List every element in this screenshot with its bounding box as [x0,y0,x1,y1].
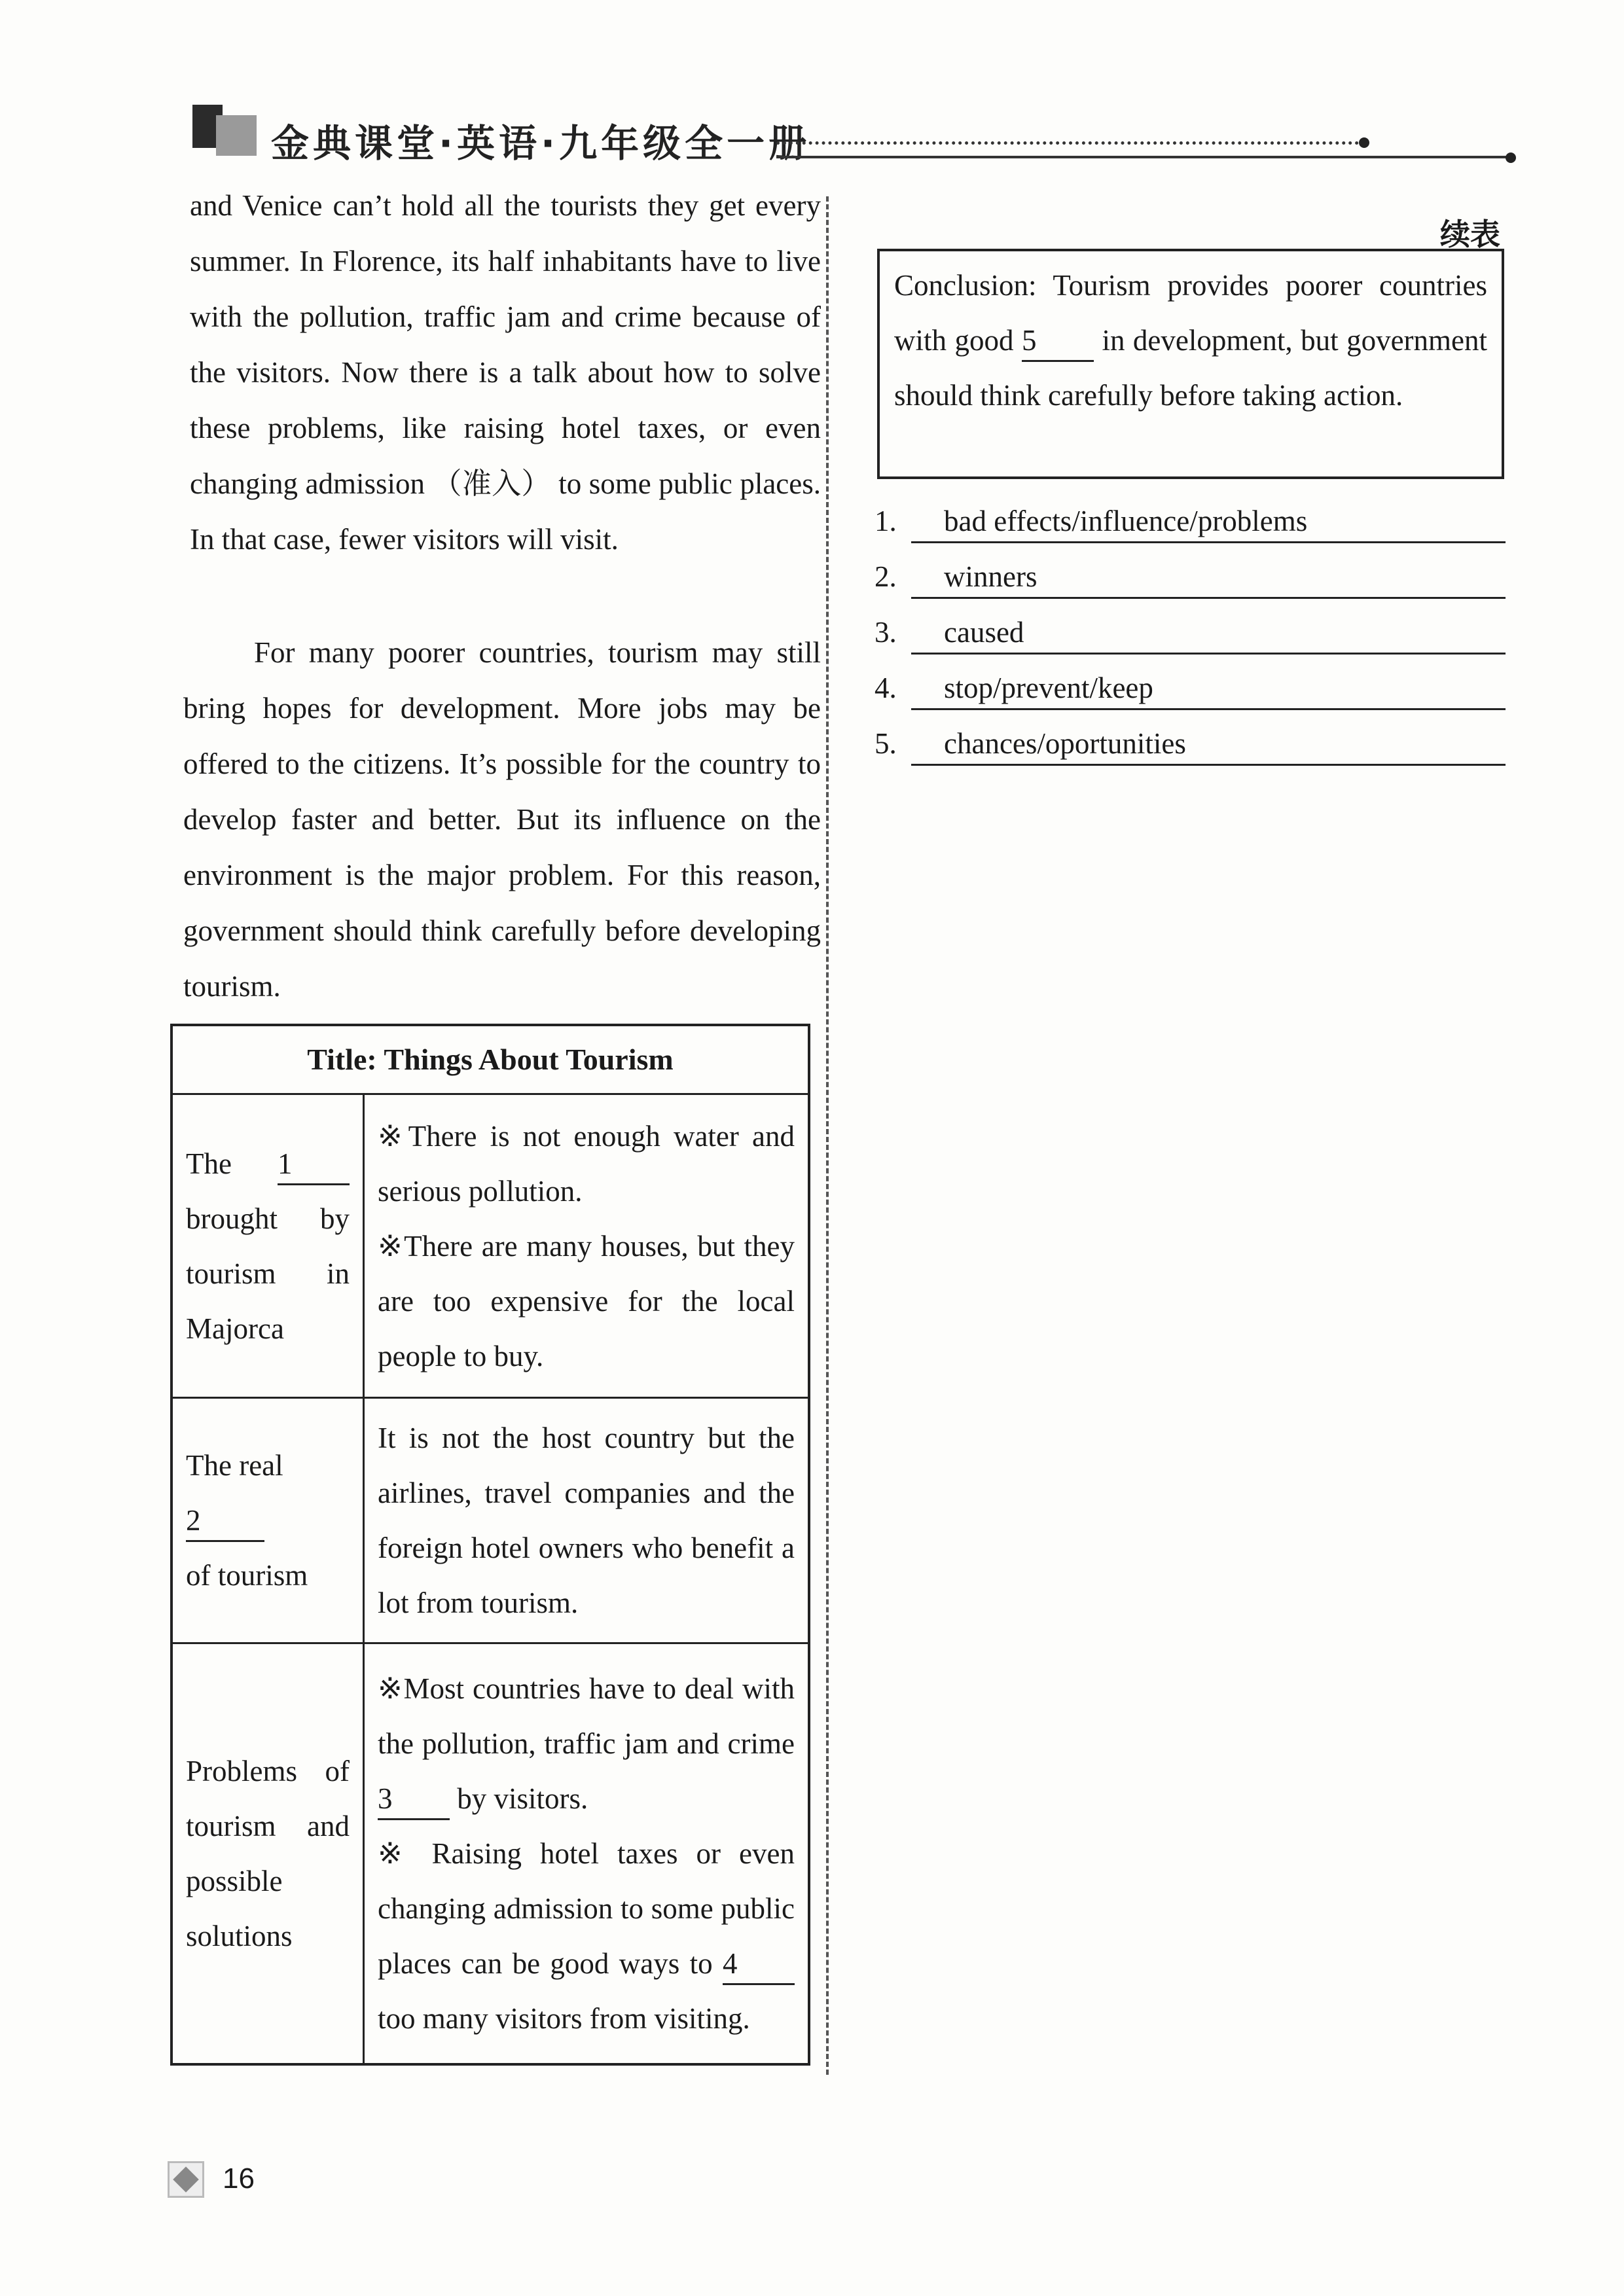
header-title: 金典课堂·英语·九年级全一册 [271,121,811,166]
answer-line[interactable]: bad effects/influence/problems [911,504,1506,543]
label-text: The real [186,1448,283,1482]
header-dotted-line [776,141,1359,145]
blank-1[interactable]: 1 [278,1144,350,1185]
table-row [171,1094,809,1398]
row-content [364,1094,810,1398]
passage-paragraph-1: and Venice can’t hold all the tourists they get every summer. In Florence, its half inhabitants have to live with the pollution, traffic jam and crime because of the visitors. Now there is a talk about how to solve these problems, like raising hotel taxes, or even changing admission （准入） to some public places. In that case, fewer visitors will visit. [190,189,821,556]
row-label: Problems of tourism and possible solutions [171,1643,364,2064]
answer-line[interactable]: stop/prevent/keep [911,671,1506,710]
blank-4[interactable]: 4 [723,1944,795,1985]
row-content [364,1643,810,2064]
passage-paragraph-2: For many poorer countries, tourism may still bring hopes for development. More jobs may be offered to the citizens. It’s possible for the country to develop faster and better. But its influence on the environment is the major problem. For this reason, government should think carefully before developing tourism. [183,636,821,1003]
row-content: It is not the host country but the airlines, travel companies and the foreign hotel owners who benefit a lot from tourism. [364,1398,810,1643]
row-label [171,1094,364,1398]
table-row [171,1643,809,2064]
blank-5[interactable]: 5 [1022,321,1094,362]
conclusion-box: Conclusion: Tourism provides poorer countries with good 5 in development, but government should think carefully before taking action. [877,249,1504,479]
label-text: of tourism [186,1558,308,1592]
answer-item: 3. caused [875,615,909,649]
label-text: The [186,1147,232,1180]
header-dot [1359,137,1369,148]
blank-3[interactable]: 3 [378,1779,450,1820]
row-label [171,1398,364,1643]
page-number: 16 [223,2162,255,2195]
content-line: ※ Raising hotel taxes or even changing admission to some public places can be good ways to 4 too many visitors from visiting. [378,1837,795,2035]
answer-item: 2. winners [875,560,909,594]
blank-2[interactable]: 2 [186,1501,264,1542]
answer-line[interactable]: caused [911,615,1506,655]
answer-item: 4. stop/prevent/keep [875,671,909,705]
content-line: ※There is not enough water and serious pollution. [378,1119,795,1208]
header-logo-block-grey [216,115,257,156]
table-row [171,1398,809,1643]
answer-item: 5. chances/oportunities [875,726,909,761]
answer-line[interactable]: winners [911,560,1506,599]
answer-item: 1. bad effects/influence/problems [875,504,909,538]
table-title: Title: Things About Tourism [171,1025,809,1094]
continued-label: 续表 [1440,217,1500,252]
page-number-icon [168,2161,204,2198]
column-divider [826,196,829,2075]
label-text: brought by tourism in Majorca [186,1202,350,1345]
content-line: ※There are many houses, but they are too expensive for the local people to buy. [378,1229,795,1372]
header-rule [776,156,1509,158]
answer-line[interactable]: chances/oportunities [911,726,1506,766]
content-line: ※Most countries have to deal with the pollution, traffic jam and crime 3 by visitors. [378,1661,795,1826]
header-dot-end [1506,152,1516,163]
tourism-table [170,1024,810,2066]
